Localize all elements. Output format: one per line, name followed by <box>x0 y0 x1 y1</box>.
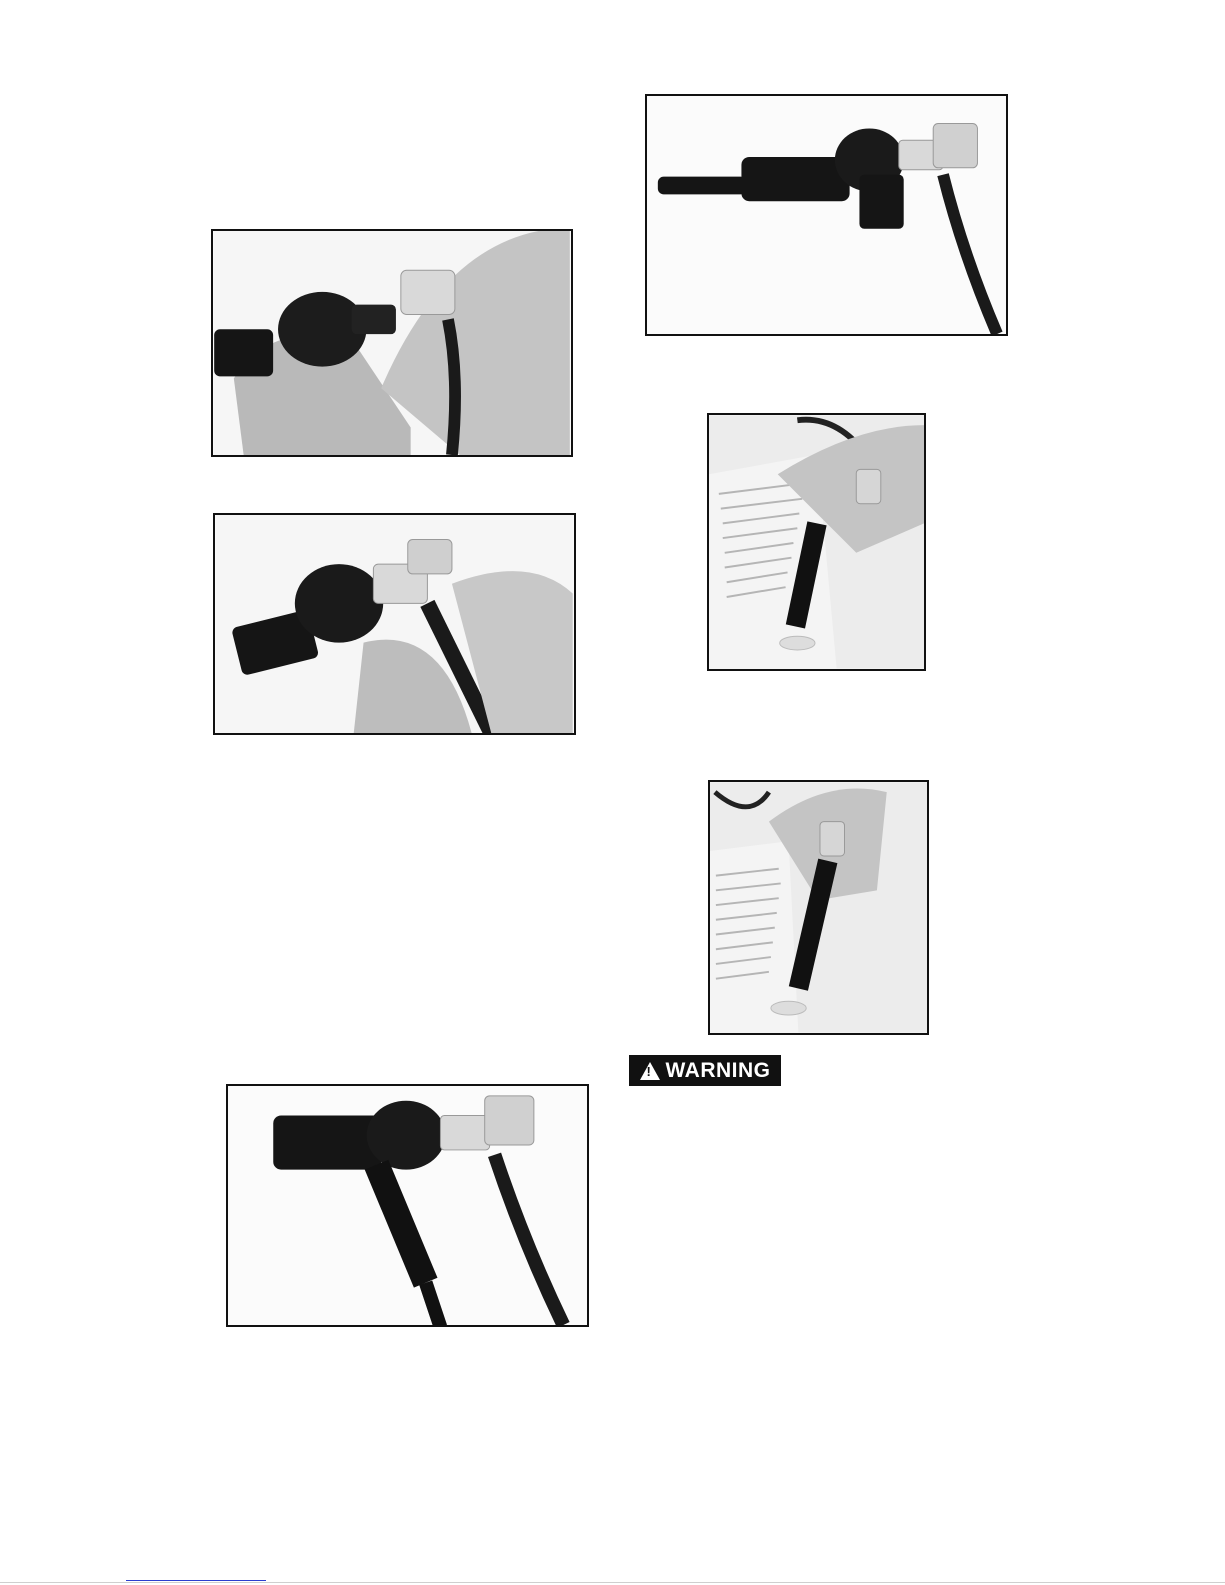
warning-label-text: WARNING <box>665 1058 771 1082</box>
photo-assembled-chuck <box>645 94 1008 336</box>
photo-attach-adapter-image <box>213 231 571 455</box>
warning-triangle-icon <box>640 1062 660 1080</box>
photo-inflate-valve-image <box>709 415 924 669</box>
footer-link-underline[interactable] <box>126 1580 266 1581</box>
photo-assembled-chuck-image <box>647 96 1006 334</box>
warning-label <box>629 1055 781 1086</box>
photo-connect-chuck-image <box>215 515 574 733</box>
photo-connect-chuck <box>213 513 576 735</box>
photo-inflate-valve <box>707 413 926 671</box>
photo-attach-adapter <box>211 229 573 457</box>
photo-assembled-nozzle <box>226 1084 589 1327</box>
photo-assembled-nozzle-image <box>228 1086 587 1325</box>
photo-inflate-valve-closeup <box>708 780 929 1035</box>
footer-rule <box>0 1582 1225 1583</box>
photo-inflate-valve-closeup-image <box>710 782 927 1033</box>
